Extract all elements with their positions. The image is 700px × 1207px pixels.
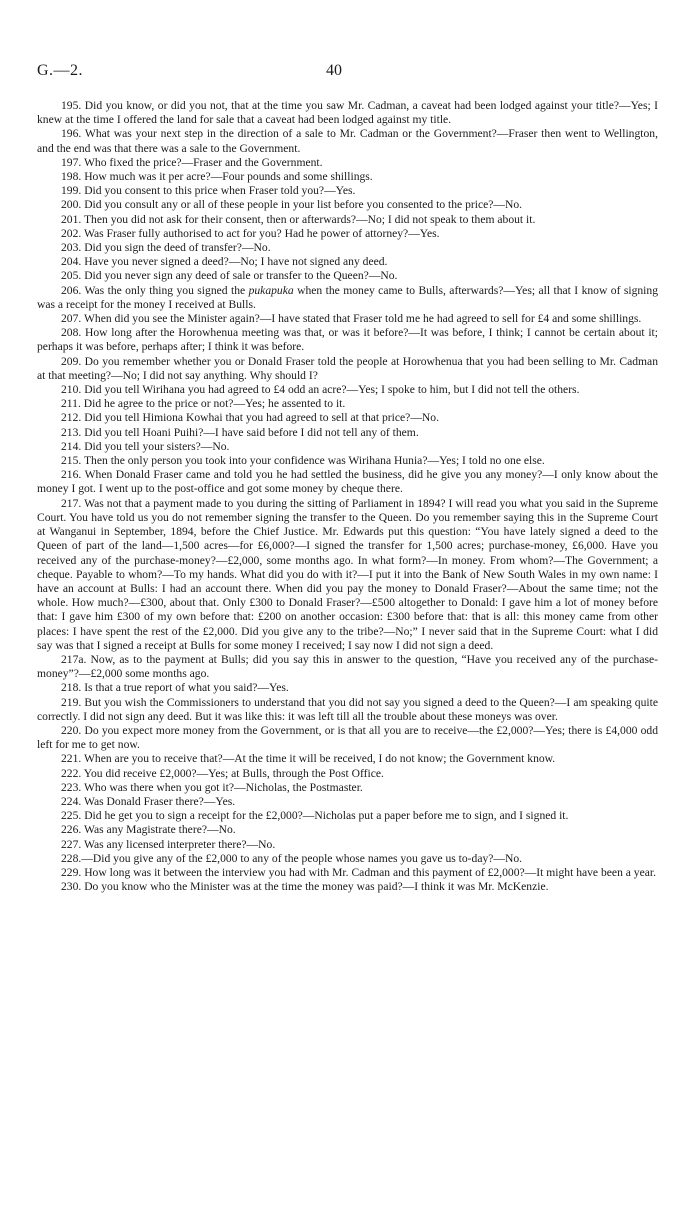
question-answer-paragraph: 217a. Now, as to the payment at Bulls; did you say this in answer to the question, “Have you received any of the purchase-money”?—£2,000 some months ago.	[37, 652, 658, 681]
paragraph-text: when the money came to Bulls, afterwards?—Yes; all that I know of signing was a receipt for the money I received at Bulls.	[37, 283, 659, 311]
question-answer-paragraph: 203. Did you sign the deed of transfer?—No.	[61, 241, 271, 255]
question-answer-paragraph: 230. Do you know who the Minister was at the time the money was paid?—I think it was Mr. McKenzie.	[61, 880, 549, 894]
page-number: 40	[326, 62, 342, 79]
question-answer-paragraph: 214. Did you tell your sisters?—No.	[61, 439, 230, 453]
question-answer-paragraph: 225. Did he get you to sign a receipt for the £2,000?—Nicholas put a paper before me to sign, and I signed it.	[61, 809, 569, 823]
question-answer-paragraph: 199. Did you consent to this price when Fraser told you?—Yes.	[61, 184, 356, 198]
question-answer-paragraph	[37, 284, 658, 312]
question-answer-paragraph: 208. How long after the Horowhenua meeting was that, or was it before?—It was before, I think; I cannot be certain about it; perhaps it was before, perhaps after; I think it was before.	[37, 326, 658, 354]
question-answer-paragraph: 201. Then you did not ask for their consent, then or afterwards?—No; I did not speak to them about it.	[61, 212, 536, 226]
question-answer-paragraph: 212. Did you tell Himiona Kowhai that you had agreed to sell at that price?—No.	[61, 411, 439, 425]
question-answer-paragraph: 221. When are you to receive that?—At the time it will be received, I do not know; the Government know.	[61, 752, 556, 766]
question-answer-paragraph: 197. Who fixed the price?—Fraser and the Government.	[61, 155, 323, 169]
question-answer-paragraph: 218. Is that a true report of what you said?—Yes.	[61, 681, 289, 695]
question-answer-paragraph: 226. Was any Magistrate there?—No.	[61, 823, 236, 837]
question-answer-paragraph: 213. Did you tell Hoani Puihi?—I have said before I did not tell any of them.	[61, 425, 419, 439]
minutes-of-evidence	[37, 99, 658, 894]
question-answer-paragraph: 228.—Did you give any of the £2,000 to any of the people whose names you gave us to-day?—No.	[61, 851, 523, 865]
question-answer-paragraph: 211. Did he agree to the price or not?—Yes; he assented to it.	[61, 397, 346, 411]
document-reference: G.—2.	[37, 62, 84, 79]
question-answer-paragraph: 209. Do you remember whether you or Donald Fraser told the people at Horowhenua that you had been selling to Mr. Cadman at that meeting?—No; I did not say anything. Why should I?	[37, 354, 658, 382]
question-answer-paragraph: 215. Then the only person you took into your confidence was Wirihana Hunia?—Yes; I told no one else.	[61, 454, 545, 468]
question-answer-paragraph: 229. How long was it between the interview you had with Mr. Cadman and this payment of £2,000?—It might have been a year.	[61, 865, 657, 879]
italic-term: pukapuka	[248, 283, 294, 297]
question-answer-paragraph: 222. You did receive £2,000?—Yes; at Bulls, through the Post Office.	[61, 766, 384, 780]
question-answer-paragraph: 204. Have you never signed a deed?—No; I have not signed any deed.	[61, 255, 388, 269]
question-answer-paragraph: 219. But you wish the Commissioners to understand that you did not say you signed a deed to the Queen?—I am speaking quite correctly. I did not sign any deed. But it was like this: it was left till all the trouble about these moneys was over.	[37, 695, 658, 723]
question-answer-paragraph: 217. Was not that a payment made to you during the sitting of Parliament in 1894? I will read you what you said in the Supreme Court. You have told us you do not remember signing the transfer to the Queen. Do you remember saying this in the Supreme Court at Wanganui in September, 1894, before the Chief Justice. Mr. Edwards put this question: “You have lately signed a deed to the Queen of part of the land—1,500 acres—for £6,000?—I signed the transfer for 1,500 acres; purchase-money, £6,000. Have you received any of the purchase-money?—£2,000, some months ago. In what form?—In money. From whom?—The Government; a cheque. Payable to whom?—To my hands. What did you do with it?—I put it into the Bank of New South Wales in my own name: I have an account at Bulls: I had an account there. When did you pay the money to Donald Fraser?—About the same time; not the whole. How much?—£300, about that. Only £300 to Donald Fraser?—£500 altogether to Donald: I gave him a lot of money before that: I gave him £300 of my own before that: £200 on another occasion: £300 before that: that is all: this money came from other places: I have spent the rest of the £2,000. Did you give any to the tribe?—No;” I never said that in the Supreme Court: what I did say was that I signed a receipt at Bulls for some money I received; I say now I did not sign a deed.	[37, 496, 658, 652]
question-answer-paragraph: 198. How much was it per acre?—Four pounds and some shillings.	[61, 170, 373, 184]
question-answer-paragraph: 223. Who was there when you got it?—Nicholas, the Postmaster.	[61, 780, 363, 794]
question-answer-paragraph: 196. What was your next step in the direction of a sale to Mr. Cadman or the Government?—Fraser then went to Wellington, and the end was that there was a sale to the Government.	[37, 127, 658, 155]
question-answer-paragraph: 202. Was Fraser fully authorised to act for you? Had he power of attorney?—Yes.	[61, 226, 440, 240]
question-answer-paragraph: 216. When Donald Fraser came and told you he had settled the business, did he give you any money?—I only know about the money I got. I went up to the post-office and got some money by cheque there.	[37, 468, 658, 496]
question-answer-paragraph: 195. Did you know, or did you not, that at the time you saw Mr. Cadman, a caveat had been lodged against your title?—Yes; I knew at the time I offered the land for sale that a caveat had been lodged against my title.	[37, 99, 658, 127]
question-answer-paragraph: 220. Do you expect more money from the Government, or is that all you are to receive—the £2,000?—Yes; there is £4,000 odd left for me to get now.	[37, 723, 658, 752]
page-header	[37, 62, 657, 82]
question-answer-paragraph: 207. When did you see the Minister again?—I have stated that Fraser told me he had agreed to sell for £4 and some shillings.	[61, 312, 642, 326]
question-answer-paragraph: 210. Did you tell Wirihana you had agreed to £4 odd an acre?—Yes; I spoke to him, but I did not tell the others.	[61, 383, 580, 397]
question-answer-paragraph: 227. Was any licensed interpreter there?—No.	[61, 837, 276, 851]
question-answer-paragraph: 224. Was Donald Fraser there?—Yes.	[61, 794, 236, 808]
question-answer-paragraph: 205. Did you never sign any deed of sale or transfer to the Queen?—No.	[61, 269, 398, 283]
paragraph-text: 206. Was the only thing you signed the	[61, 283, 249, 297]
question-answer-paragraph: 200. Did you consult any or all of these people in your list before you consented to the price?—No.	[61, 198, 523, 212]
